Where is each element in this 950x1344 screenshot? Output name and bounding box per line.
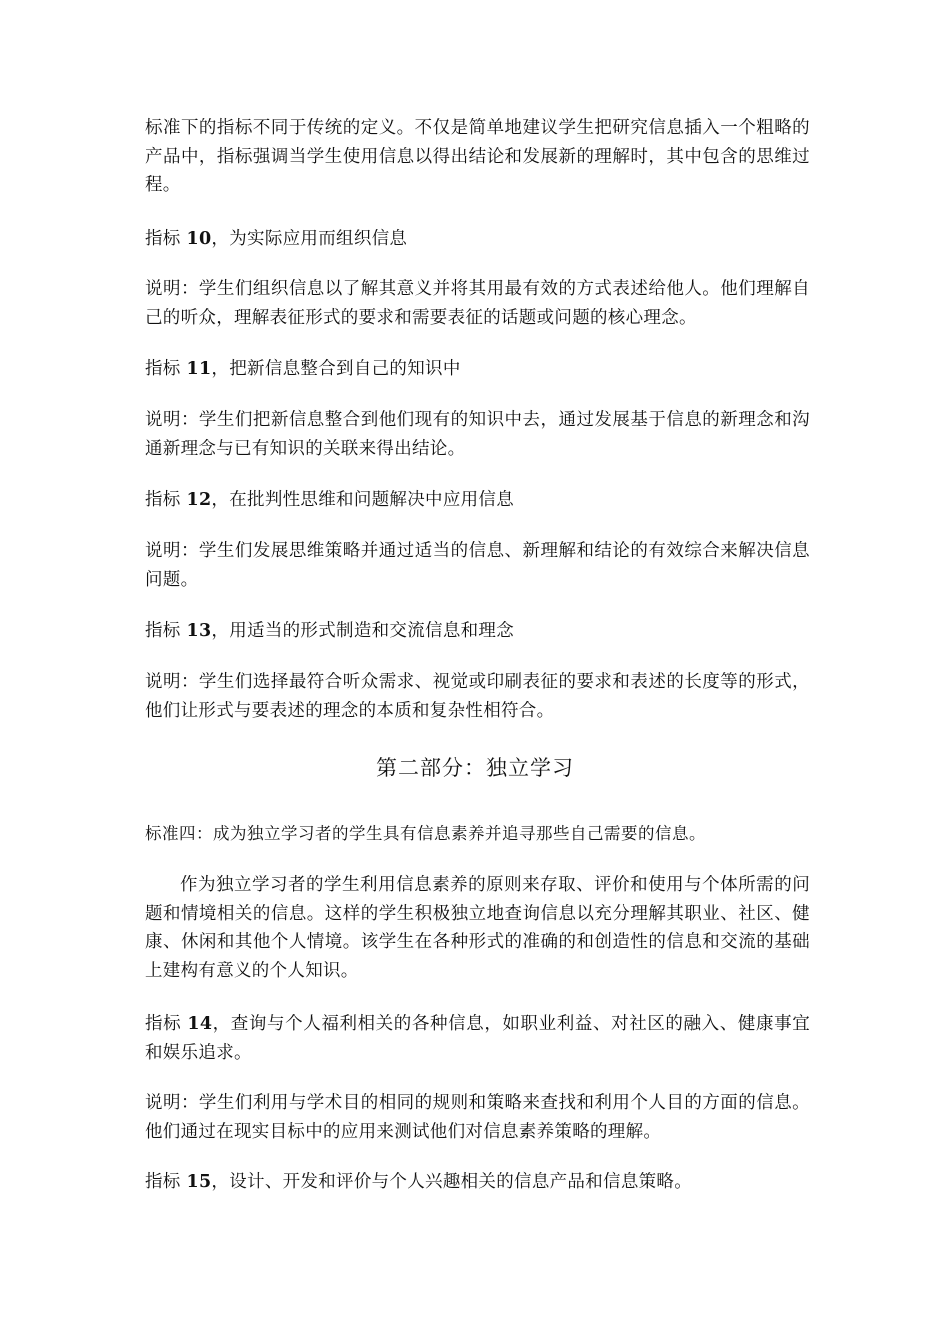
indicator-prefix: 指标 bbox=[145, 1014, 188, 1034]
section-title: 第二部分：独立学习 bbox=[376, 756, 574, 780]
indicator-14-heading bbox=[145, 1010, 810, 1067]
indicator-number: 15 bbox=[186, 1172, 212, 1192]
indicator-11-description: 说明：学生们把新信息整合到他们现有的知识中去，通过发展基于信息的新理念和沟通新理念与已有知识的关联来得出结论。 bbox=[145, 410, 810, 459]
indicator-number: 14 bbox=[187, 1014, 213, 1034]
indicator-number: 10 bbox=[186, 229, 212, 249]
indicator-10-heading bbox=[145, 225, 810, 254]
indicator-14-description: 说明：学生们利用与学术目的相同的规则和策略来查找和利用个人目的方面的信息。他们通过在现实目标中的应用来测试他们对信息素养策略的理解。 bbox=[145, 1093, 810, 1142]
standard-heading: 标准四：成为独立学习者的学生具有信息素养并追寻那些自己需要的信息。 bbox=[145, 824, 706, 843]
indicator-number: 12 bbox=[186, 490, 212, 510]
indicator-title: ，把新信息整合到自己的知识中 bbox=[211, 359, 461, 379]
standard-body: 作为独立学习者的学生利用信息素养的原则来存取、评价和使用与个体所需的问题和情境相关的信息。这样的学生积极独立地查询信息以充分理解其职业、社区、健康、休闲和其他个人情境。该学生在各种形式的准确的和创造性的信息和交流的基础上建构有意义的个人知识。 bbox=[145, 875, 810, 981]
indicator-12-description: 说明：学生们发展思维策略并通过适当的信息、新理解和结论的有效综合来解决信息问题。 bbox=[145, 541, 810, 590]
indicator-prefix: 指标 bbox=[145, 1172, 187, 1192]
indicator-number: 11 bbox=[186, 359, 212, 379]
indicator-11-heading bbox=[145, 355, 810, 384]
indicator-13-heading bbox=[145, 617, 810, 646]
indicator-prefix: 指标 bbox=[145, 229, 187, 249]
indicator-13-description: 说明：学生们选择最符合听众需求、视觉或印刷表征的要求和表述的长度等的形式，他们让形式与要表述的理念的本质和复杂性相符合。 bbox=[145, 672, 810, 721]
indicator-prefix: 指标 bbox=[145, 490, 187, 510]
indicator-prefix: 指标 bbox=[145, 621, 187, 641]
indicator-prefix: 指标 bbox=[145, 359, 187, 379]
indicator-title: ，查询与个人福利相关的各种信息，如职业利益、对社区的融入、健康事宜和娱乐追求。 bbox=[145, 1014, 810, 1063]
indicator-10-description: 说明：学生们组织信息以了解其意义并将其用最有效的方式表述给他人。他们理解自己的听众，理解表征形式的要求和需要表征的话题或问题的核心理念。 bbox=[145, 279, 810, 328]
indicator-number: 13 bbox=[186, 621, 212, 641]
indicator-15-heading bbox=[145, 1168, 810, 1197]
indicator-title: ，为实际应用而组织信息 bbox=[211, 229, 408, 249]
intro-paragraph: 标准下的指标不同于传统的定义。不仅是简单地建议学生把研究信息插入一个粗略的产品中，指标强调当学生使用信息以得出结论和发展新的理解时，其中包含的思维过程。 bbox=[145, 118, 810, 195]
indicator-title: ，在批判性思维和问题解决中应用信息 bbox=[211, 490, 515, 510]
indicator-title: ，设计、开发和评价与个人兴趣相关的信息产品和信息策略。 bbox=[211, 1172, 693, 1192]
indicator-12-heading bbox=[145, 486, 810, 515]
indicator-title: ，用适当的形式制造和交流信息和理念 bbox=[211, 621, 515, 641]
